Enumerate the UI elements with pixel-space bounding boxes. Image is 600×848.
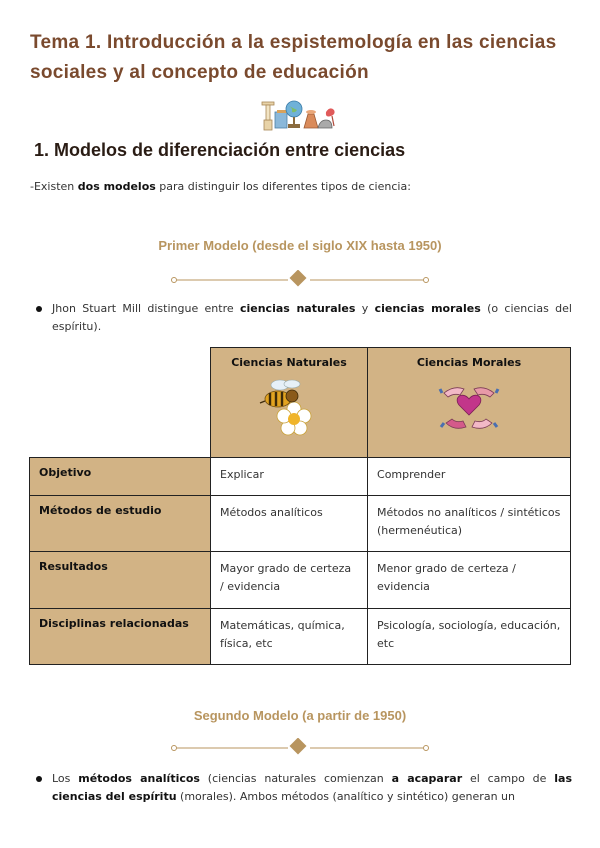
bee-flower-icon [256,379,322,437]
row-label: Resultados [30,552,211,609]
table-row [30,609,571,665]
table-row [30,458,571,496]
column-header-natural: Ciencias Naturales [211,348,368,458]
science-illustration-icon [260,98,340,132]
hands-heart-icon [438,379,500,437]
cell-moral: Psicología, sociología, educación, etc [368,609,571,665]
row-label: Disciplinas relacionadas [30,609,211,665]
table-row [30,496,571,552]
divider-ornament-icon [170,270,430,290]
divider-ornament-icon [170,738,430,758]
table-corner [30,348,211,458]
page-title: Tema 1. Introducción a la espistemología en las ciencias sociales y al concepto de educación [30,32,557,83]
model2-title: Segundo Modelo (a partir de 1950) [193,708,407,723]
section-heading: 1. Modelos de diferenciación entre ciencias [34,140,406,160]
column-header-moral: Ciencias Morales [368,348,571,458]
cell-natural: Métodos analíticos [211,496,368,552]
cell-moral: Comprender [368,458,571,496]
cell-moral: Métodos no analíticos / sintéticos (hermenéutica) [368,496,571,552]
bullet-model2: Los métodos analíticos (ciencias naturales comienzan a acaparar el campo de las ciencias del espíritu (morales). Ambos métodos (analítico y sintético) generan un [34,770,572,806]
cell-natural: Matemáticas, química, física, etc [211,609,368,665]
row-label: Métodos de estudio [30,496,211,552]
table-row [30,552,571,609]
row-label: Objetivo [30,458,211,496]
intro-text: -Existen dos modelos para distinguir los diferentes tipos de ciencia: [30,180,411,193]
bullet-model1: Jhon Stuart Mill distingue entre ciencias naturales y ciencias morales (o ciencias del espíritu). [34,300,572,336]
comparison-table [29,347,571,665]
cell-natural: Mayor grado de certeza / evidencia [211,552,368,609]
model1-title: Primer Modelo (desde el siglo XIX hasta 1950) [158,238,442,253]
cell-moral: Menor grado de certeza / evidencia [368,552,571,609]
cell-natural: Explicar [211,458,368,496]
